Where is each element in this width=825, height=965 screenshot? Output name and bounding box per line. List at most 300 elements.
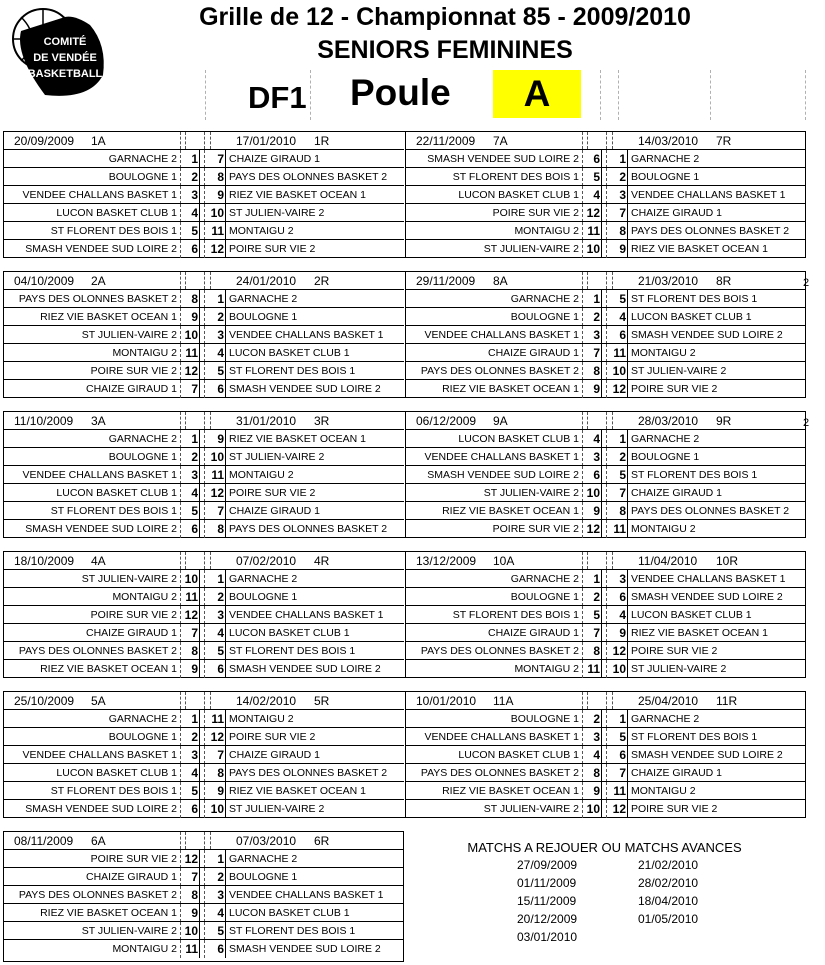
edge-mark: 2 [803,417,810,429]
home-seed: 10 [184,572,198,586]
away-team: ST FLORENT DES BOIS 1 [631,469,758,481]
round-code-retour: 4R [314,554,330,568]
home-seed: 6 [191,242,198,256]
match-row [406,605,806,624]
away-team: MONTAIGU 2 [631,523,696,535]
match-row [406,361,806,380]
round-block [3,691,806,818]
home-seed: 3 [593,328,600,342]
home-team: ST JULIEN-VAIRE 2 [483,487,579,499]
away-seed: 3 [217,608,224,622]
away-seed: 5 [619,730,626,744]
away-team: PAYS DES OLONNES BASKET 2 [631,505,790,517]
away-team: CHAIZE GIRAUD 1 [631,487,723,499]
home-team: LUCON BASKET CLUB 1 [458,189,579,201]
round-code-retour: 2R [314,274,330,288]
away-team: GARNACHE 2 [229,573,298,585]
away-team: ST FLORENT DES BOIS 1 [631,731,758,743]
home-team: GARNACHE 2 [510,573,579,585]
match-row [406,781,806,800]
away-team: GARNACHE 2 [631,433,700,445]
match-row [406,465,806,484]
match-row [4,519,404,538]
away-team: ST JULIEN-VAIRE 2 [229,207,325,219]
round-left [4,552,404,677]
home-team: RIEZ VIE BASKET OCEAN 1 [442,383,579,395]
home-team: POIRE SUR VIE 2 [90,609,177,621]
home-team: VENDEE CHALLANS BASKET 1 [22,749,177,761]
home-seed: 8 [593,364,600,378]
away-team: PAYS DES OLONNES BASKET 2 [229,767,388,779]
away-team: SMASH VENDEE SUD LOIRE 2 [631,749,783,761]
home-team: MONTAIGU 2 [112,591,177,603]
away-team: GARNACHE 2 [631,713,700,725]
home-team: LUCON BASKET CLUB 1 [458,433,579,445]
comite-vendee-basketball-logo [5,5,110,105]
away-seed: 2 [619,170,626,184]
away-seed: 9 [619,242,626,256]
round-code-aller: 8A [493,274,508,288]
away-team: LUCON BASKET CLUB 1 [631,311,752,323]
match-row [4,379,404,398]
round-code-aller: 11A [493,694,514,708]
home-team: GARNACHE 2 [108,153,177,165]
away-team: LUCON BASKET CLUB 1 [229,907,350,919]
home-seed: 9 [593,784,600,798]
rescheduled-matches-panel [404,834,805,959]
away-seed: 8 [619,224,626,238]
page-title: Grille de 12 - Championnat 85 - 2009/2010 [199,3,691,31]
away-seed: 1 [619,712,626,726]
round-code-aller: 7A [493,134,508,148]
away-seed: 1 [217,852,224,866]
home-team: BOULOGNE 1 [510,311,579,323]
rescheduled-date: 27/09/2009 [517,858,578,872]
home-seed: 6 [191,802,198,816]
rescheduled-date: 28/02/2010 [638,876,699,890]
away-seed: 9 [217,432,224,446]
home-team: BOULOGNE 1 [510,713,579,725]
away-team: CHAIZE GIRAUD 1 [229,749,321,761]
away-seed: 2 [217,590,224,604]
away-team: BOULOGNE 1 [631,171,700,183]
away-seed: 8 [217,522,224,536]
date-aller: 08/11/2009 [14,834,74,848]
away-team: MONTAIGU 2 [631,785,696,797]
match-row [406,429,806,448]
home-seed: 12 [184,364,198,378]
away-seed: 1 [619,432,626,446]
match-row [4,221,404,240]
away-team: GARNACHE 2 [631,153,700,165]
home-seed: 11 [185,346,198,360]
home-team: POIRE SUR VIE 2 [492,207,579,219]
away-team: ST FLORENT DES BOIS 1 [229,925,356,937]
match-row [4,659,404,678]
match-row [4,429,404,448]
away-team: ST JULIEN-VAIRE 2 [229,803,325,815]
away-seed: 5 [619,468,626,482]
away-team: BOULOGNE 1 [229,871,298,883]
round-block [3,551,806,678]
home-team: PAYS DES OLONNES BASKET 2 [18,293,177,305]
away-seed: 1 [619,152,626,166]
away-team: LUCON BASKET CLUB 1 [229,347,350,359]
round-right [405,272,806,397]
away-seed: 6 [217,662,224,676]
home-seed: 10 [586,802,600,816]
home-team: POIRE SUR VIE 2 [492,523,579,535]
match-row [406,727,806,746]
round-header [406,692,806,709]
away-team: PAYS DES OLONNES BASKET 2 [631,225,790,237]
match-row [406,501,806,520]
home-seed: 9 [593,382,600,396]
home-seed: 4 [191,206,198,220]
match-row [406,203,806,222]
home-team: POIRE SUR VIE 2 [90,853,177,865]
match-row [406,343,806,362]
date-retour: 28/03/2010 [638,414,699,428]
home-team: RIEZ VIE BASKET OCEAN 1 [40,663,177,675]
match-row [406,447,806,466]
away-team: SMASH VENDEE SUD LOIRE 2 [631,591,783,603]
home-seed: 9 [191,906,198,920]
away-seed: 3 [619,572,626,586]
home-team: SMASH VENDEE SUD LOIRE 2 [25,523,177,535]
match-row [4,307,404,326]
away-seed: 12 [612,644,626,658]
date-retour: 31/01/2010 [236,414,297,428]
away-seed: 4 [619,608,626,622]
away-seed: 11 [613,346,626,360]
round-left [4,692,404,817]
away-team: RIEZ VIE BASKET OCEAN 1 [229,189,366,201]
match-row [406,325,806,344]
away-team: RIEZ VIE BASKET OCEAN 1 [631,243,768,255]
away-seed: 8 [619,504,626,518]
away-seed: 2 [217,310,224,324]
home-team: ST JULIEN-VAIRE 2 [81,329,177,341]
home-team: POIRE SUR VIE 2 [90,365,177,377]
match-row [4,885,404,904]
home-seed: 8 [593,766,600,780]
home-team: BOULOGNE 1 [108,171,177,183]
match-row [406,185,806,204]
round-code-retour: 9R [716,414,732,428]
round-code-retour: 11R [716,694,738,708]
round-code-retour: 10R [716,554,739,568]
home-seed: 3 [593,730,600,744]
away-seed: 5 [217,364,224,378]
home-seed: 1 [593,572,600,586]
match-row [4,781,404,800]
home-seed: 11 [587,662,600,676]
match-row [4,903,404,922]
away-seed: 12 [210,730,224,744]
away-seed: 11 [613,522,626,536]
home-team: PAYS DES OLONNES BASKET 2 [420,365,579,377]
away-team: POIRE SUR VIE 2 [229,487,316,499]
home-seed: 1 [191,712,198,726]
match-row [406,519,806,538]
match-row [406,763,806,782]
home-seed: 7 [191,870,198,884]
home-team: PAYS DES OLONNES BASKET 2 [420,767,579,779]
match-row [4,167,404,186]
away-team: BOULOGNE 1 [229,311,298,323]
away-seed: 8 [217,170,224,184]
home-team: ST FLORENT DES BOIS 1 [50,785,177,797]
round-block [3,831,404,962]
rescheduled-date: 20/12/2009 [517,912,578,926]
home-team: VENDEE CHALLANS BASKET 1 [424,451,579,463]
away-team: MONTAIGU 2 [229,469,294,481]
date-aller: 10/01/2010 [416,694,477,708]
rescheduled-date: 15/11/2009 [517,894,577,908]
home-team: ST FLORENT DES BOIS 1 [50,505,177,517]
away-seed: 2 [619,450,626,464]
match-row [4,799,404,818]
round-right [405,132,806,257]
round-left [4,412,404,537]
date-aller: 22/11/2009 [416,134,476,148]
match-row [406,483,806,502]
away-seed: 9 [217,784,224,798]
match-row [4,867,404,886]
away-seed: 5 [217,924,224,938]
match-row [4,289,404,308]
away-team: LUCON BASKET CLUB 1 [631,609,752,621]
away-team: ST JULIEN-VAIRE 2 [229,451,325,463]
home-seed: 2 [191,450,198,464]
home-team: ST FLORENT DES BOIS 1 [452,609,579,621]
home-team: GARNACHE 2 [510,293,579,305]
home-seed: 10 [184,328,198,342]
away-team: LUCON BASKET CLUB 1 [229,627,350,639]
home-team: VENDEE CHALLANS BASKET 1 [22,469,177,481]
away-team: ST JULIEN-VAIRE 2 [631,663,727,675]
away-seed: 12 [210,486,224,500]
away-team: BOULOGNE 1 [229,591,298,603]
match-row [406,745,806,764]
home-seed: 6 [191,522,198,536]
rescheduled-date: 01/11/2009 [517,876,577,890]
home-seed: 5 [191,224,198,238]
match-row [406,641,806,660]
home-team: GARNACHE 2 [108,713,177,725]
home-team: CHAIZE GIRAUD 1 [487,347,579,359]
home-seed: 10 [184,924,198,938]
home-team: VENDEE CHALLANS BASKET 1 [22,189,177,201]
match-row [4,727,404,746]
division-label: DF1 [248,80,307,115]
away-seed: 3 [619,188,626,202]
home-seed: 6 [593,468,600,482]
svg-text:BASKETBALL: BASKETBALL [27,68,103,80]
away-seed: 7 [217,504,224,518]
page-subtitle: SENIORS FEMININES [317,36,573,64]
match-row [4,361,404,380]
home-team: BOULOGNE 1 [108,731,177,743]
date-retour: 17/01/2010 [236,134,297,148]
away-seed: 4 [217,346,224,360]
away-seed: 10 [612,662,626,676]
round-header [406,132,806,149]
away-seed: 1 [217,572,224,586]
match-row [4,501,404,520]
match-row [4,343,404,362]
away-seed: 8 [217,766,224,780]
away-team: MONTAIGU 2 [229,225,294,237]
away-team: ST FLORENT DES BOIS 1 [631,293,758,305]
home-seed: 3 [191,748,198,762]
home-seed: 11 [185,942,198,956]
date-retour: 25/04/2010 [638,694,699,708]
group-letter: A [493,70,581,118]
away-team: RIEZ VIE BASKET OCEAN 1 [229,433,366,445]
home-team: MONTAIGU 2 [514,225,579,237]
home-team: ST FLORENT DES BOIS 1 [452,171,579,183]
home-seed: 8 [191,888,198,902]
round-code-aller: 2A [91,274,106,288]
away-team: ST FLORENT DES BOIS 1 [229,365,356,377]
rescheduled-date: 18/04/2010 [638,894,699,908]
away-seed: 6 [217,942,224,956]
away-team: CHAIZE GIRAUD 1 [631,207,723,219]
rescheduled-matches-title: MATCHS A REJOUER OU MATCHS AVANCES [467,840,742,855]
away-seed: 11 [211,712,224,726]
away-seed: 1 [217,292,224,306]
match-row [406,709,806,728]
home-team: MONTAIGU 2 [112,347,177,359]
home-seed: 12 [184,852,198,866]
match-row [406,623,806,642]
away-team: MONTAIGU 2 [229,713,294,725]
home-seed: 4 [191,486,198,500]
away-seed: 10 [210,206,224,220]
home-team: BOULOGNE 1 [108,451,177,463]
round-code-aller: 4A [91,554,106,568]
match-row [4,325,404,344]
match-row [406,149,806,168]
away-seed: 6 [217,382,224,396]
away-seed: 3 [217,328,224,342]
away-seed: 10 [210,450,224,464]
match-row [406,379,806,398]
home-seed: 3 [593,450,600,464]
match-row [4,465,404,484]
home-seed: 5 [593,608,600,622]
round-header [4,832,404,849]
away-team: SMASH VENDEE SUD LOIRE 2 [631,329,783,341]
match-row [406,167,806,186]
home-seed: 5 [191,784,198,798]
home-seed: 1 [593,292,600,306]
date-retour: 14/02/2010 [236,694,297,708]
match-row [406,587,806,606]
match-row [4,745,404,764]
home-seed: 2 [593,712,600,726]
home-seed: 1 [191,152,198,166]
home-seed: 11 [185,590,198,604]
round-header [406,272,806,289]
away-team: PAYS DES OLONNES BASKET 2 [229,171,388,183]
away-team: RIEZ VIE BASKET OCEAN 1 [229,785,366,797]
home-seed: 2 [593,590,600,604]
home-seed: 6 [593,152,600,166]
date-retour: 21/03/2010 [638,274,699,288]
date-retour: 24/01/2010 [236,274,297,288]
date-aller: 20/09/2009 [14,134,75,148]
home-team: LUCON BASKET CLUB 1 [458,749,579,761]
away-team: POIRE SUR VIE 2 [229,731,316,743]
date-aller: 13/12/2009 [416,554,477,568]
round-block [3,411,806,538]
round-code-retour: 8R [716,274,732,288]
away-team: SMASH VENDEE SUD LOIRE 2 [229,383,381,395]
away-seed: 7 [217,748,224,762]
away-seed: 4 [217,626,224,640]
home-team: CHAIZE GIRAUD 1 [85,383,177,395]
round-header [4,692,404,709]
home-team: LUCON BASKET CLUB 1 [56,207,177,219]
date-aller: 18/10/2009 [14,554,75,568]
away-team: RIEZ VIE BASKET OCEAN 1 [631,627,768,639]
away-seed: 4 [217,906,224,920]
home-team: SMASH VENDEE SUD LOIRE 2 [25,243,177,255]
match-row [4,447,404,466]
away-seed: 11 [613,784,626,798]
home-seed: 2 [191,170,198,184]
away-seed: 12 [612,382,626,396]
round-header [4,412,404,429]
round-code-aller: 5A [91,694,106,708]
home-team: ST JULIEN-VAIRE 2 [81,925,177,937]
away-seed: 7 [619,206,626,220]
home-team: ST JULIEN-VAIRE 2 [483,803,579,815]
date-retour: 07/02/2010 [236,554,297,568]
home-team: RIEZ VIE BASKET OCEAN 1 [40,311,177,323]
away-team: BOULOGNE 1 [631,451,700,463]
home-seed: 5 [191,504,198,518]
rescheduled-date: 03/01/2010 [517,930,578,944]
away-seed: 6 [619,590,626,604]
match-row [4,709,404,728]
away-team: MONTAIGU 2 [631,347,696,359]
away-seed: 12 [612,802,626,816]
away-team: CHAIZE GIRAUD 1 [631,767,723,779]
round-code-aller: 6A [91,834,106,848]
away-team: CHAIZE GIRAUD 1 [229,153,321,165]
away-seed: 7 [217,152,224,166]
away-team: SMASH VENDEE SUD LOIRE 2 [229,943,381,955]
home-team: SMASH VENDEE SUD LOIRE 2 [427,153,579,165]
date-retour: 14/03/2010 [638,134,699,148]
home-seed: 4 [593,432,600,446]
away-seed: 11 [211,468,224,482]
round-header [406,412,806,429]
date-aller: 06/12/2009 [416,414,477,428]
home-seed: 8 [191,644,198,658]
round-right [405,552,806,677]
date-aller: 29/11/2009 [416,274,476,288]
home-seed: 2 [191,730,198,744]
match-row [4,939,404,958]
match-row [406,569,806,588]
away-seed: 7 [619,486,626,500]
home-seed: 7 [191,382,198,396]
